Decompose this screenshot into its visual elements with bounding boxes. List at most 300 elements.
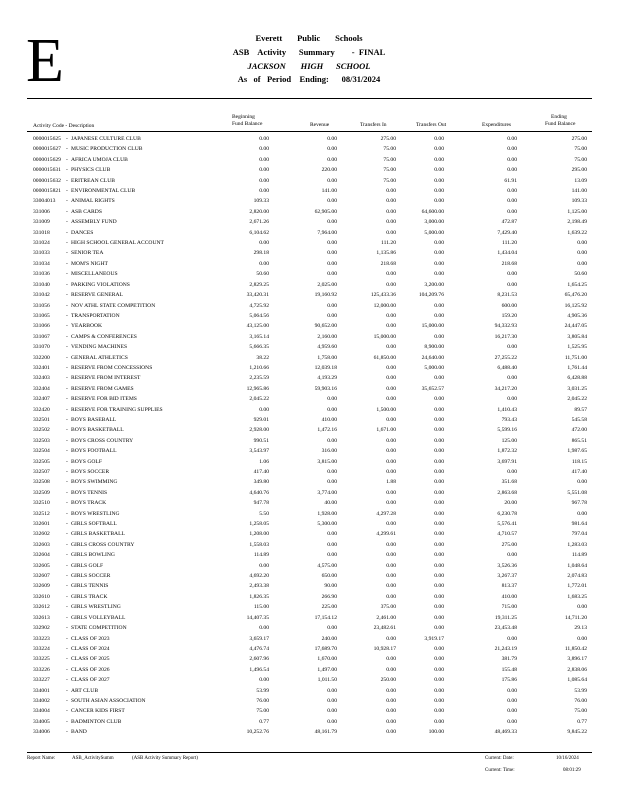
activity-description: ERITREAN CLUB [71,177,115,184]
activity-description: GIRLS GOLF [71,562,104,569]
ending-balance: 0.00 [577,250,587,257]
expenditures: 0.00 [507,708,517,715]
activity-table [27,134,592,738]
code-separator: - [66,250,68,257]
revenue: 0.00 [327,250,337,257]
beginning-balance: 3,165.14 [249,333,269,340]
code-separator: - [66,437,68,444]
activity-code: 332401 [33,364,50,371]
transfers-out: 0.00 [434,645,444,652]
transfers-out: 0.00 [434,604,444,611]
revenue: 0.00 [327,687,337,694]
table-row [27,519,592,529]
transfers-in: 0.00 [386,281,396,288]
transfers-in: 275.00 [380,136,396,142]
table-row [27,727,592,737]
ending-balance: 118.15 [571,458,587,465]
activity-description: BOYS TENNIS [71,489,108,496]
beginning-balance: 0.00 [259,260,269,267]
table-row [27,342,592,352]
expenditures: 1,434.04 [497,250,517,257]
transfers-in: 0.00 [386,375,396,382]
transfers-in: 0.00 [386,416,396,423]
activity-description: GIRLS VOLLEYBALL [71,614,126,621]
activity-description: CLASS OF 2026 [71,666,110,673]
activity-description: GIRLS BOWLING [71,552,115,559]
transfers-out: 0.00 [434,718,444,725]
transfers-out: 3,200.00 [424,281,444,288]
beginning-balance: 5,666.35 [249,344,269,351]
transfers-out: 0.00 [434,156,444,163]
transfers-in: 0.00 [386,635,396,642]
activity-code: 0000015627 [33,146,61,153]
activity-description: JAPANESE CULTURE CLUB [71,136,141,142]
expenditures: 1,872.32 [497,448,517,455]
revenue: 62,905.00 [314,208,337,215]
revenue: 2,160.00 [317,333,337,340]
transfers-in: 0.00 [386,323,396,330]
code-separator: - [66,260,68,267]
activity-description: ASSEMBLY FUND [71,219,117,226]
revenue: 12,039.18 [314,364,337,371]
activity-description: CLASS OF 2025 [71,656,110,663]
transfers-in: 0.00 [386,385,396,392]
activity-description: BOYS CROSS COUNTRY [71,437,134,444]
current-date-label: Current: Date: [485,756,514,761]
code-separator: - [66,458,68,465]
table-row [27,644,592,654]
ending-balance: 141.00 [571,188,587,195]
table-row [27,457,592,467]
beginning-balance: 0.00 [259,677,269,684]
revenue: 7,964.00 [317,229,337,236]
activity-code: 332510 [33,500,50,507]
current-time: 08:01:29 [563,768,581,773]
ending-balance: 797.04 [571,531,587,538]
activity-description: BOYS WRESTLING [71,510,120,517]
transfers-out: 0.00 [434,510,444,517]
ending-balance: 65,476.20 [564,292,587,299]
activity-description: GIRLS SOFTBALL [71,521,117,528]
activity-description: PHYSICS CLUB [71,167,111,174]
beginning-balance: 2,235.59 [249,375,269,382]
code-separator: - [66,344,68,351]
transfers-out: 0.00 [434,406,444,413]
revenue: 650.00 [321,573,337,580]
current-time-label: Current: Time: [485,768,515,773]
revenue: 240.00 [321,635,337,642]
transfers-in: 0.00 [386,489,396,496]
activity-code: 331070 [33,344,50,351]
expenditures: 6,488.40 [497,364,517,371]
table-row [27,696,592,706]
code-separator: - [66,625,68,632]
activity-code: 332512 [33,510,50,517]
code-separator: - [66,333,68,340]
activity-description: HIGH SCHOOL GENERAL ACCOUNT [71,240,164,247]
transfers-out: 24,640.00 [421,354,444,361]
transfers-in: 0.00 [386,458,396,465]
beginning-balance: 2,045.22 [249,396,269,403]
expenditures: 3,697.91 [497,458,517,465]
activity-code: 331018 [33,229,50,236]
table-row [27,321,592,331]
report-title: ASB Activity Summary - FINAL [232,47,386,57]
transfers-out: 64,600.00 [421,208,444,215]
ending-balance: 16,125.92 [564,302,587,309]
activity-description: GIRLS TRACK [71,593,108,600]
code-separator: - [66,510,68,517]
transfers-out: 3,919.17 [424,635,444,642]
transfers-out: 0.00 [434,250,444,257]
code-separator: - [66,562,68,569]
transfers-in: 0.00 [386,541,396,548]
activity-code: 332505 [33,458,50,465]
activity-code: 0000015632 [33,177,61,184]
table-row [27,259,592,269]
activity-code: 332605 [33,562,50,569]
activity-description: MISCELLANEOUS [71,271,118,278]
expenditures: 19,311.25 [494,614,517,621]
transfers-in: 0.00 [386,552,396,559]
revenue: 410.00 [321,416,337,423]
transfers-out: 0.00 [434,271,444,278]
expenditures: 0.00 [507,146,517,153]
activity-description: MOM'S NIGHT [71,260,108,267]
activity-description: BOYS GOLF [71,458,102,465]
revenue: 0.00 [327,697,337,704]
expenditures: 61.91 [504,177,517,184]
beginning-balance: 1,558.03 [249,541,269,548]
table-row [27,529,592,539]
transfers-in: 1,135.86 [376,250,396,257]
transfers-out: 0.00 [434,614,444,621]
beginning-balance: 0.00 [259,188,269,195]
transfers-out: 0.00 [434,531,444,538]
transfers-in: 0.00 [386,312,396,319]
ending-balance: 24,447.05 [564,323,587,330]
current-date: 10/16/2024 [556,756,579,761]
code-separator: - [66,364,68,371]
revenue: 0.00 [327,177,337,184]
table-row [27,665,592,675]
col-code-desc: Activity Code - Description [33,123,95,129]
table-row [27,301,592,311]
table-row [27,144,592,154]
activity-description: RESERVE FROM INTEREST [71,375,141,382]
code-separator: - [66,656,68,663]
ending-balance: 1,639.22 [567,229,587,236]
activity-code: 332502 [33,427,50,434]
beginning-balance: 2,607.96 [249,656,269,663]
table-row [27,446,592,456]
table-row [27,509,592,519]
code-separator: - [66,156,68,163]
section-letter: E [26,27,64,95]
activity-code: 331067 [33,333,50,340]
expenditures: 155.48 [501,666,517,673]
code-separator: - [66,302,68,309]
beginning-balance: 115.00 [253,604,269,611]
transfers-out: 0.00 [434,677,444,684]
expenditures: 0.00 [507,552,517,559]
expenditures: 600.00 [501,302,517,309]
table-row [27,311,592,321]
transfers-in: 0.00 [386,521,396,528]
expenditures: 8,231.53 [497,292,517,299]
expenditures: 472.87 [501,219,517,226]
ending-balance: 0.00 [577,510,587,517]
transfers-out: 0.00 [434,260,444,267]
activity-code: 334004 [33,708,50,715]
expenditures: 0.00 [507,271,517,278]
header-rule-bottom [27,131,592,132]
beginning-balance: 0.00 [259,156,269,163]
transfers-in: 0.00 [386,708,396,715]
code-separator: - [66,416,68,423]
beginning-balance: 43,125.00 [246,323,269,330]
beginning-balance: 1,258.05 [249,521,269,528]
ending-balance: 0.00 [577,479,587,486]
table-row [27,706,592,716]
code-separator: - [66,271,68,278]
ending-balance: 0.00 [577,240,587,247]
transfers-out: 104,209.76 [418,292,444,299]
revenue: 0.00 [327,552,337,559]
beginning-balance: 76.00 [256,697,269,704]
expenditures: 0.00 [507,136,517,142]
revenue: 5,300.00 [317,521,337,528]
transfers-in: 0.00 [386,364,396,371]
transfers-out: 0.00 [434,593,444,600]
code-separator: - [66,541,68,548]
transfers-out: 0.00 [434,333,444,340]
beginning-balance: 10,252.76 [246,729,269,736]
revenue: 0.00 [327,718,337,725]
activity-code: 332610 [33,593,50,600]
transfers-out: 0.00 [434,541,444,548]
ending-balance: 2,045.22 [567,396,587,403]
activity-code: 332504 [33,448,50,455]
activity-description: CAMPS & CONFERENCES [71,333,137,340]
revenue: 225.00 [321,604,337,611]
table-row [27,686,592,696]
ending-balance: 967.78 [571,500,587,507]
revenue: 0.00 [327,541,337,548]
activity-code: 332200 [33,354,50,361]
revenue: 3,774.00 [317,489,337,496]
activity-code: 332507 [33,469,50,475]
activity-description: BOYS BASEBALL [71,416,117,423]
revenue: 0.00 [327,240,337,247]
transfers-out: 0.00 [434,469,444,475]
ending-balance: 76.00 [574,697,587,704]
ending-balance: 109.33 [571,198,587,205]
transfers-in: 0.00 [386,188,396,195]
ending-balance: 3,031.25 [567,385,587,392]
revenue: 266.90 [321,593,337,600]
transfers-in: 2,461.00 [376,614,396,621]
beginning-balance: 2,493.38 [249,583,269,590]
table-row [27,654,592,664]
ending-balance: 295.00 [571,167,587,174]
transfers-in: 250.00 [380,677,396,684]
beginning-balance: 2,829.25 [249,281,269,288]
beginning-balance: 4,725.92 [249,302,269,309]
activity-code: 333224 [33,645,50,652]
ending-balance: 865.51 [571,437,587,444]
beginning-balance: 14,407.35 [246,614,269,621]
activity-description: STATE COMPETITION [71,625,127,632]
ending-balance: 75.00 [574,146,587,153]
activity-code: 332404 [33,385,50,392]
table-row [27,581,592,591]
activity-description: ASB CARDS [71,208,102,215]
beginning-balance: 298.18 [253,250,269,257]
revenue: 0.00 [327,406,337,413]
code-separator: - [66,718,68,725]
beginning-balance: 6,104.62 [249,229,269,236]
activity-code: 333227 [33,677,50,684]
table-row [27,238,592,248]
activity-code: 331042 [33,292,50,299]
ending-balance: 1,761.44 [567,364,587,371]
transfers-in: 75.00 [383,156,396,163]
ending-balance: 3,805.84 [567,333,587,340]
table-row [27,353,592,363]
beginning-balance: 0.00 [259,136,269,142]
activity-code: 331066 [33,323,50,330]
revenue: 0.00 [327,479,337,486]
transfers-in: 0.00 [386,573,396,580]
ending-balance: 9,845.22 [567,729,587,736]
activity-code: 332420 [33,406,50,413]
revenue: 0.00 [327,271,337,278]
code-separator: - [66,281,68,288]
table-row [27,165,592,175]
table-row [27,280,592,290]
transfers-out: 0.00 [434,666,444,673]
transfers-out: 8,900.00 [424,344,444,351]
ending-balance: 1,772.01 [567,583,587,590]
table-row [27,675,592,685]
transfers-out: 0.00 [434,625,444,632]
code-separator: - [66,136,68,142]
revenue: 90,652.00 [314,323,337,330]
revenue: 1,928.00 [317,510,337,517]
transfers-in: 0.00 [386,500,396,507]
table-row [27,634,592,644]
expenditures: 159.20 [501,312,517,319]
transfers-in: 15,000.00 [373,333,396,340]
ending-balance: 6,428.88 [567,375,587,382]
beginning-balance: 4,692.20 [249,573,269,580]
col-beginning-fund-balance: Fund Balance [232,121,263,127]
expenditures: 6,230.78 [497,510,517,517]
beginning-balance: 0.00 [259,146,269,153]
revenue: 0.00 [327,146,337,153]
code-separator: - [66,708,68,715]
transfers-out: 0.00 [434,562,444,569]
expenditures: 0.00 [507,718,517,725]
expenditures: 410.00 [501,593,517,600]
beginning-balance: 5.50 [259,510,269,517]
revenue: 316.00 [321,448,337,455]
code-separator: - [66,229,68,236]
activity-code: 332613 [33,614,50,621]
transfers-out: 5,000.00 [424,364,444,371]
transfers-out: 0.00 [434,302,444,309]
revenue: 0.00 [327,437,337,444]
code-separator: - [66,729,68,736]
revenue: 1,497.00 [317,666,337,673]
activity-code: 332604 [33,552,50,559]
activity-code: 332509 [33,489,50,496]
expenditures: 27,255.22 [494,354,517,361]
transfers-out: 0.00 [434,427,444,434]
transfers-in: 218.68 [380,260,396,267]
ending-balance: 545.58 [571,416,587,423]
transfers-in: 0.00 [386,469,396,475]
revenue: 40.00 [324,500,337,507]
activity-description: PARKING VIOLATIONS [71,281,130,288]
activity-description: GIRLS CROSS COUNTRY [71,541,135,548]
expenditures: 5,599.16 [497,427,517,434]
transfers-in: 0.00 [386,198,396,205]
code-separator: - [66,687,68,694]
revenue: 0.00 [327,625,337,632]
activity-description: VENDING MACHINES [71,344,128,351]
expenditures: 0.00 [507,344,517,351]
revenue: 3,815.00 [317,458,337,465]
transfers-out: 0.00 [434,573,444,580]
expenditures: 111.20 [502,240,517,247]
transfers-out: 0.00 [434,458,444,465]
table-row [27,207,592,217]
ending-balance: 1,654.25 [567,281,587,288]
transfers-in: 1,500.00 [376,406,396,413]
table-row [27,217,592,227]
report-name: ASB_ActivitySumm [72,756,114,761]
transfers-out: 0.00 [434,396,444,403]
transfers-out: 0.00 [434,146,444,153]
ending-balance: 2,838.06 [567,666,587,673]
expenditures: 175.86 [501,677,517,684]
transfers-out: 0.00 [434,437,444,444]
table-row [27,425,592,435]
revenue: 17,689.70 [314,645,337,652]
table-row [27,332,592,342]
transfers-in: 0.00 [386,271,396,278]
code-separator: - [66,697,68,704]
report-description: (ASB Activity Summary Report) [132,756,198,761]
revenue: 1,758.00 [317,354,337,361]
beginning-balance: 4,476.74 [249,645,269,652]
code-separator: - [66,614,68,621]
activity-description: GIRLS WRESTLING [71,604,121,611]
transfers-out: 5,000.00 [424,229,444,236]
beginning-balance: 114.89 [253,552,269,559]
revenue: 1,472.16 [317,427,337,434]
transfers-in: 75.00 [383,146,396,153]
ending-balance: 3,896.17 [567,656,587,663]
ending-balance: 89.57 [574,406,587,413]
activity-description: RESERVE FROM CONCESSIONS [71,364,153,371]
transfers-out: 0.00 [434,697,444,704]
expenditures: 715.00 [501,604,517,611]
col-ending-fund-balance: Fund Balance [545,121,576,127]
transfers-out: 0.00 [434,416,444,423]
